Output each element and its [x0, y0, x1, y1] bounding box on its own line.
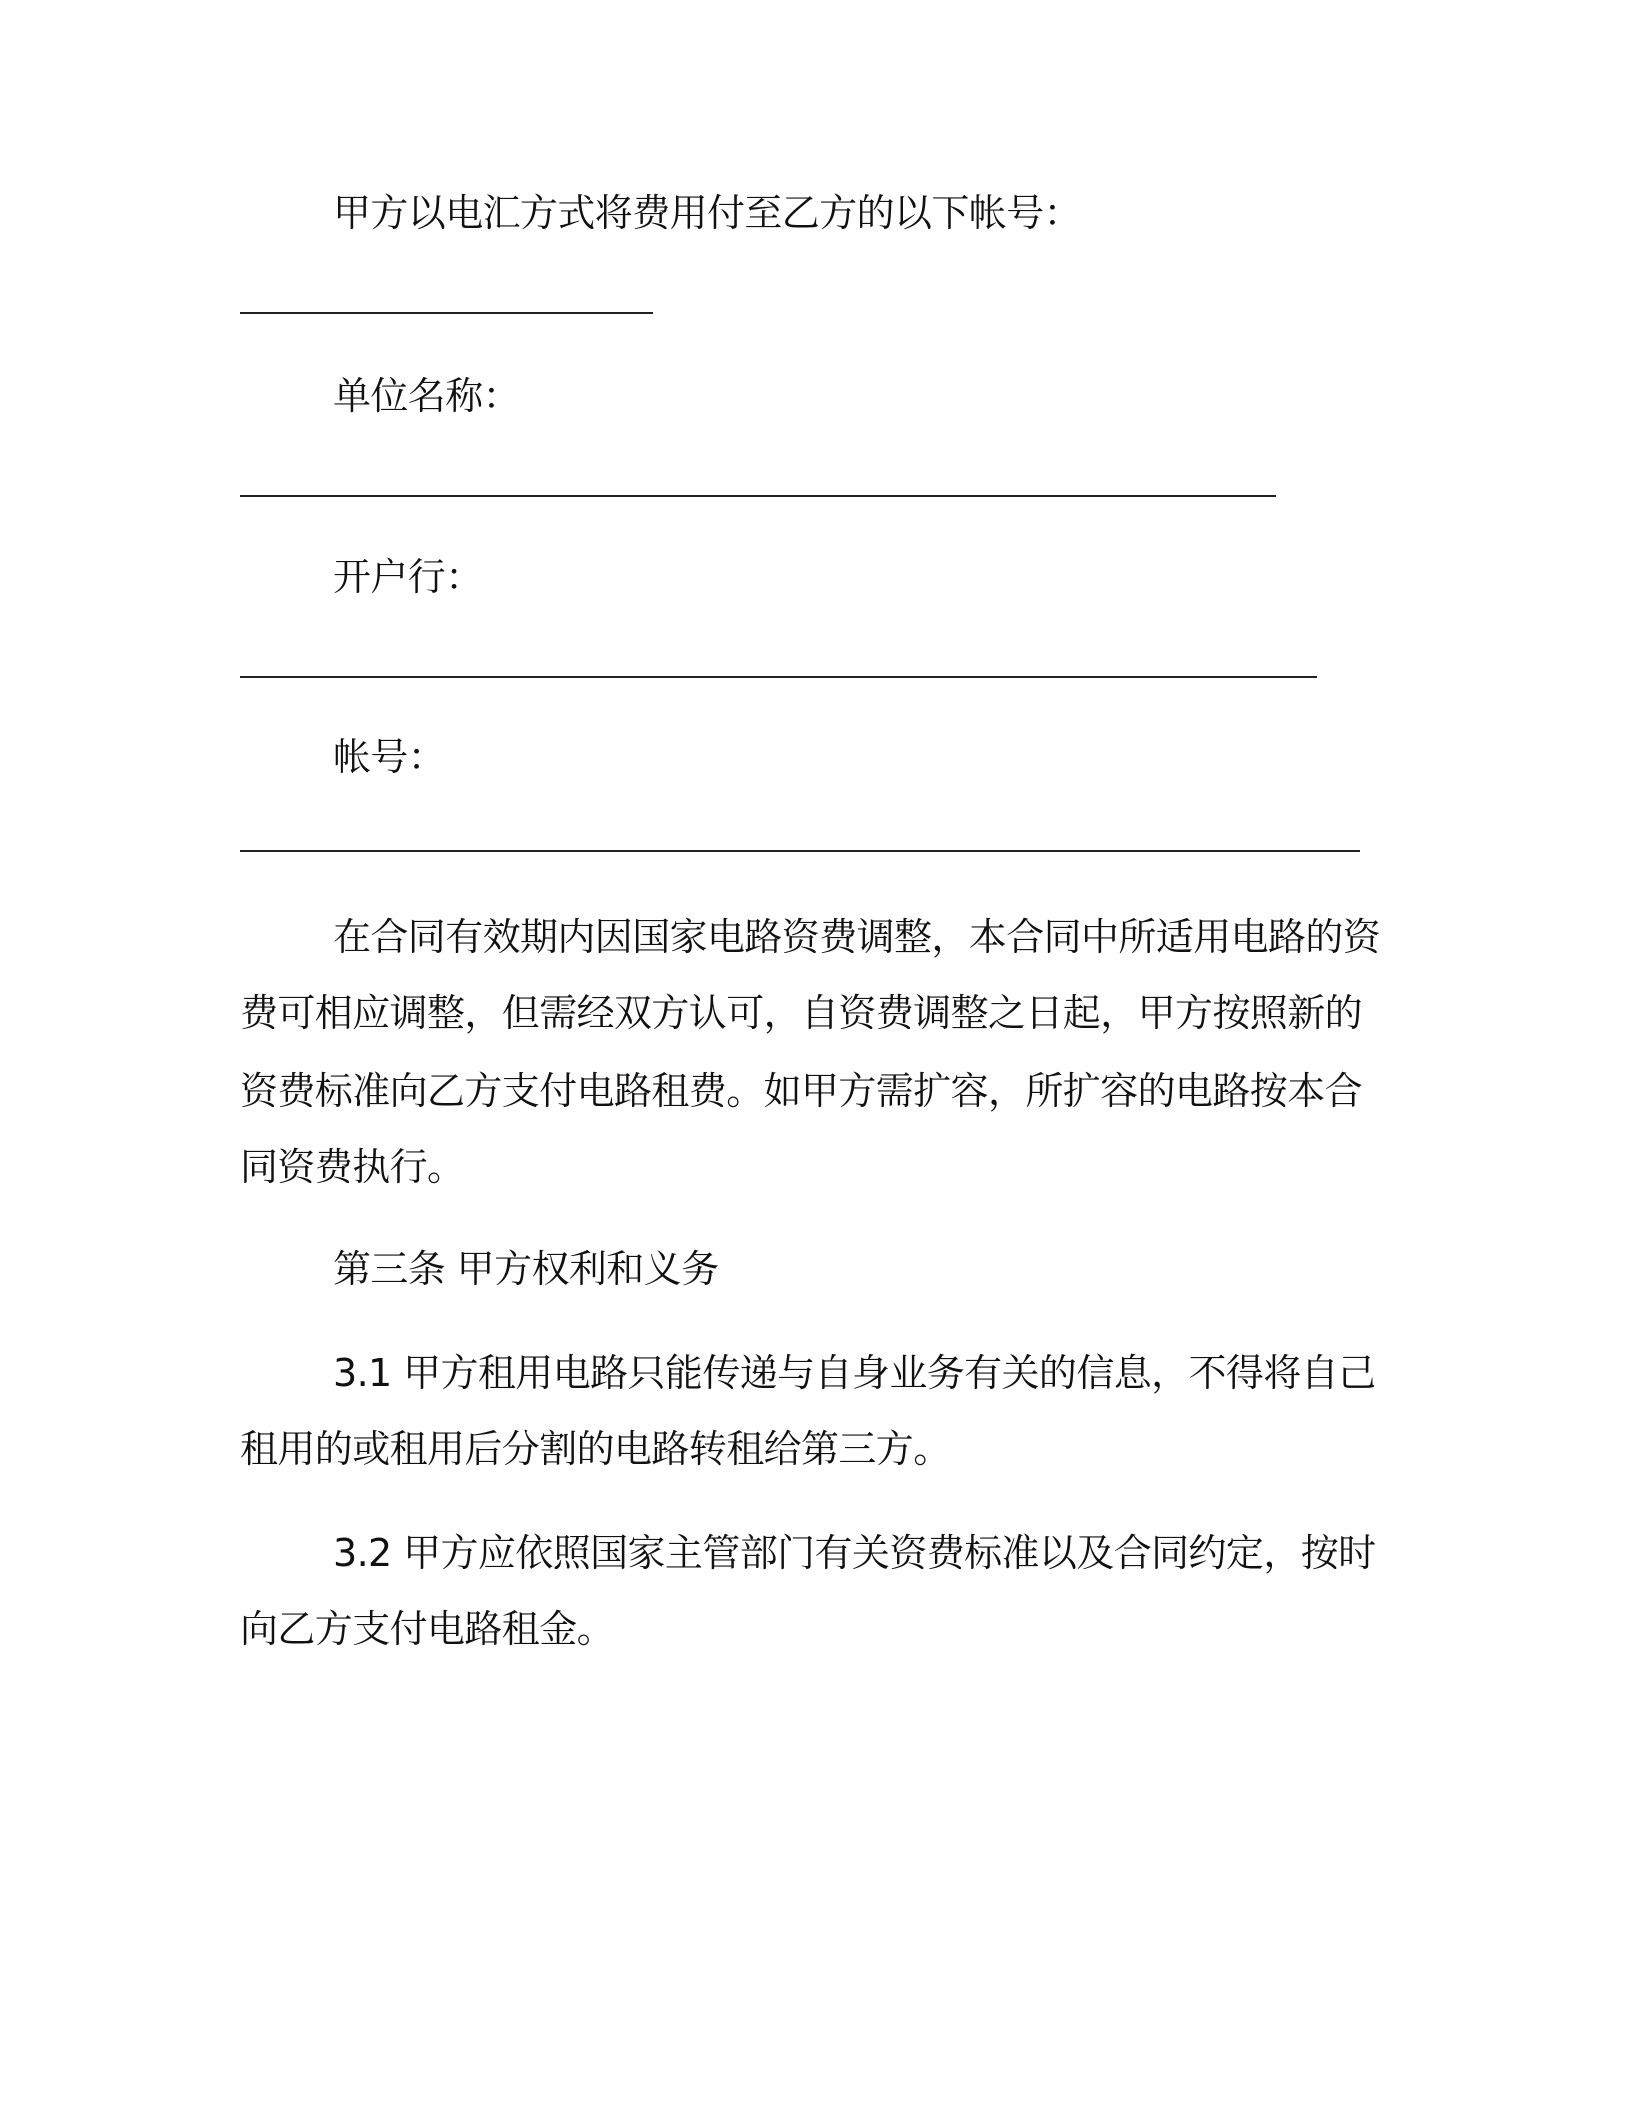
paragraph-line: 向乙方支付电路租金。 — [240, 1607, 615, 1651]
article-3-heading: 第三条 甲方权利和义务 — [333, 1247, 719, 1291]
payment-intro: 甲方以电汇方式将费用付至乙方的以下帐号： — [333, 191, 1082, 235]
paragraph-line: 3.2 甲方应依照国家主管部门有关资费标准以及合同约定，按时 — [333, 1531, 1376, 1575]
paragraph-line: 同资费执行。 — [240, 1145, 465, 1189]
blank-line-account — [240, 850, 1360, 852]
paragraph-line: 租用的或租用后分割的电路转租给第三方。 — [240, 1427, 951, 1471]
unit-name-label: 单位名称： — [333, 374, 521, 418]
blank-line-bank — [240, 676, 1317, 678]
paragraph-line: 费可相应调整，但需经双方认可，自资费调整之日起，甲方按照新的 — [240, 991, 1363, 1035]
paragraph-line: 3.1 甲方租用电路只能传递与自身业务有关的信息，不得将自己 — [333, 1351, 1376, 1395]
account-label: 帐号： — [333, 735, 446, 779]
blank-line-unit-name — [240, 495, 1276, 497]
blank-line-account-info — [240, 312, 653, 314]
bank-label: 开户行： — [333, 555, 483, 599]
paragraph-line: 资费标准向乙方支付电路租费。如甲方需扩容，所扩容的电路按本合 — [240, 1069, 1363, 1113]
paragraph-line: 在合同有效期内因国家电路资费调整，本合同中所适用电路的资 — [333, 915, 1381, 959]
